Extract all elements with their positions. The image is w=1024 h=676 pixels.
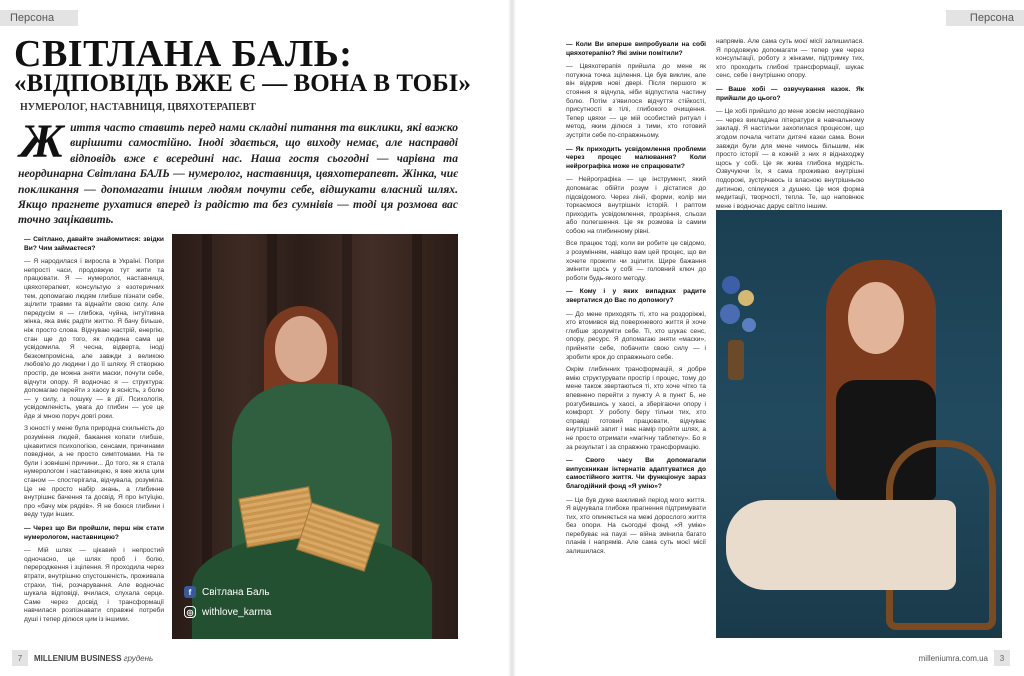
interview-question: — Свого часу Ви допомагали випускникам інтернатів адаптуватися до самостійного життя. Чи функціонує зараз благодійний фонд «Я умію»? <box>566 457 706 490</box>
portrait-photo-black-top <box>716 210 1002 638</box>
facebook-credit <box>184 586 270 598</box>
footer-brand: MILLENIUM BUSINESS <box>34 653 122 663</box>
facebook-icon: f <box>184 586 196 598</box>
interview-question: — Ваше хобі — озвучування казок. Як прийшли до цього? <box>716 85 864 102</box>
interview-answer: Окрім глибинних трансформацій, я добре вмію структурувати простір і процес, тому до мене також звертаються ті, хто хоче чітко та впевнено перейти з пункту А в пункт Б, не розгубившись у хаосі, а зберігаючи опору і комфорт. У роботу беру тільки тих, хто справді готовий працювати, відчуває внутрішній запит і має намір пройти шлях, а не просто отримати «магічну таблетку». Бо я за результат і за справжню трансформацію. <box>566 366 706 451</box>
facebook-name: Світлана Баль <box>202 586 270 598</box>
interview-question: — Як приходить усвідомлення проблеми через процес малювання? Коли нейрографіка може не спрацювати? <box>566 145 706 170</box>
face <box>275 316 327 382</box>
instagram-handle: withlove_karma <box>202 606 272 618</box>
portrait-photo-green-dress <box>172 234 458 639</box>
footer-left <box>12 650 153 666</box>
text-column-1 <box>24 231 164 649</box>
page-number-left: 7 <box>12 650 28 666</box>
interview-question: — Світлано, давайте знайомитися: звідки Ви? Чим займаєтеся? <box>24 236 164 252</box>
page-number-right: 3 <box>994 650 1010 666</box>
section-tab-right: Персона <box>946 10 1024 26</box>
instagram-icon: ◎ <box>184 606 196 618</box>
interview-question: — Кому і у яких випадках радите звертатися до Вас по допомогу? <box>566 288 706 305</box>
interview-answer: — Нейрографіка — це інструмент, який допомагає обійти розум і дістатися до підсвідомого. Через лінії, форми, колір ми торкаємося внутрішніх історій. І раптом приходить усвідомлення, прозріння, сльози або полегшення. Це як розмова із самим собою на глибинному рівні. <box>566 176 706 235</box>
interview-answer: — Мій шлях — цікавий і непростий одночасно, це шлях проб і болю, переродження і зцілення. Я проходила через втрати, внутрішню спустошеність, проживала страхи, тіні, розчарування. Але водночас шукала відповіді, вчилася, слухала серце. Саме через досвід і трансформації навчилася розпізнавати справжні потреби душі і тепер ділюся цим із іншими. <box>24 547 164 623</box>
interview-question: — Коли Ви вперше випробували на собі цвяхотерапію? Які зміни помітили? <box>566 41 706 57</box>
interview-answer: — Цвяхотерапія прийшла до мене як потужна точка зцілення. Це був виклик, але він відкрив нові двері. Після першого ж стояння я відчула, ніби відпустила частину болю. Потім з'явилося відчуття стійкості, присутності в тілі, глибокого очищення. Тепер цвяхи — це мій особистий ритуал і метод, яким ділюся з тими, хто готовий зустріти себе по-справжньому. <box>566 63 706 139</box>
interview-answer: Все працює тоді, коли ви робите це свідомо, з розумінням, навіщо вам цей процес, що ви хочете прожити чи зцілити. Щире бажання змінити щось у собі — головний ключ до роботи будь-якого методу. <box>566 240 706 282</box>
flowers <box>716 270 766 390</box>
section-tab-left: Персона <box>0 10 78 26</box>
interview-answer: — Це хобі прийшло до мене зовсім несподівано — через викладача літератури в навчальному закладі. Я настільки захопилася процесом, що згодом почала читати дитячі казки сама. Вони завжди були для мене чимось більшим, ніж просто історії — в кожній з них я віднаходжу щось у собі. Це як жива глибока мудрість. Озвучуючи їх, я сама проживаю внутрішні подорожі, зустрічаюсь із власною внутрішньою дитиною, спілкуюся з душею. Це моя форма медитації, творчості, тепла. Те, що наповнює мене і водночас дарує світло іншим. <box>716 108 864 210</box>
text-column-3 <box>566 36 706 646</box>
footer-website: milleniumra.com.ua <box>918 653 988 663</box>
spine-gutter <box>508 0 516 676</box>
face <box>848 282 904 354</box>
right-page <box>512 0 1024 676</box>
article-title: СВІТЛАНА БАЛЬ: <box>14 33 353 75</box>
interview-answer: — Це був дуже важливий період мого життя. Я відчувала глибоке прагнення підтримувати тих, хто опиняється на межі дорослого життя без опори. На сьогодні фонд «Я умію» перебуває на паузі — війна змінила багато планів і напрямів. Але сама суть моєї місії залишилася. <box>566 496 706 556</box>
instagram-credit <box>184 606 271 618</box>
interview-answer: З юності у мене була природна схильність до розуміння людей, бажання копати глибше, цікавитися психологією, сенсами, причинами поведінки, а не просто симптомами. На те були і зовнішні причини... До того, як я стала нумерологом і наставницею, я вже жила цим станом — спостерігала, відчувала, розуміла. Це не просто набір знань, а глибинне внутрішнє бачення та досвід. Я про інтуїцію, про «бачу між рядків». Я не боюся глибини і веду туди інших. <box>24 425 164 519</box>
footer-right <box>919 650 1010 666</box>
article-quote-title: «ВІДПОВІДЬ ВЖЕ Є — ВОНА В ТОБІ» <box>14 70 471 97</box>
interview-question: — Через що Ви пройшли, перш ніж стати нумерологом, наставницею? <box>24 525 164 541</box>
cream-trousers <box>726 500 956 590</box>
drop-cap: Ж <box>20 115 65 168</box>
lead-paragraph <box>18 115 458 228</box>
interview-answer: напрямів. Але сама суть моєї місії залишилася. Я продовжую допомагати — тепер уже через консультації, роботу з жінками, підтримку тих, хто проходить глибокі трансформації, шукає сенс, себе і внутрішню опору. <box>716 38 864 80</box>
text-column-4-top <box>716 38 864 210</box>
interview-answer: — Я народилася і виросла в Україні. Попри непрості часи, продовжую тут жити та працювати. Я — нумеролог, наставниця, цвяхотерапевт, консультую з езотеричних тем, допомагаю людям глибше пізнати себе, зцілити травми та віднайти свою силу. Але передусім я — глибока, чуйна, інтуїтивна жінка, яка вміє радіти життю. Я бачу більше, ніж просто слова. Відчуваю настрій, енергію, стан ще до того, як людина сама це усвідомила. Я чесна, відверта, іноді безкомпромісна, але завжди з великою любов'ю до людини і до її шляху. Я створюю простір, де можна зняти маски, почути себе, відчути опору. Я водночас я — структура: допомагаю перейти з хаосу в ясність, з болю — у силу, з пошуку — в дії. Психологія, усвідомленість, увага до глибин — усе це йде зі мною поруч довгі роки. <box>24 258 164 420</box>
lead-text: иття часто ставить перед нами складні питання та виклики, які важко вирішити самостійно. Іноді здається, що виходу немає, але насправді відповідь вже є всередині нас. Наша гостя сьогодні — чарівна та неординарна Світлана БАЛЬ — нумеролог, наставниця, цвяхотерапевт. Жінка, чиє покликання — допомагати іншим людям почути себе, відшукати власний шлях. Якщо прагнете рухатися вперед із радістю та без сумнівів — тоді ця розмова вас точно зацікавить. <box>18 121 458 227</box>
interview-answer: — До мене приходять ті, хто на роздоріжжі, хто втомився від поверхневого життя й хоче глибше зрозуміти себе. Ті, хто шукає сенс, опору, ресурс. Я допомагаю зняти «маски», прийняти себе, побачити свою силу — і зробити крок до справжнього себе. <box>566 310 706 361</box>
footer-issue: грудень <box>123 653 154 663</box>
article-subtitle: НУМЕРОЛОГ, НАСТАВНИЦЯ, ЦВЯХОТЕРАПЕВТ <box>20 102 256 113</box>
